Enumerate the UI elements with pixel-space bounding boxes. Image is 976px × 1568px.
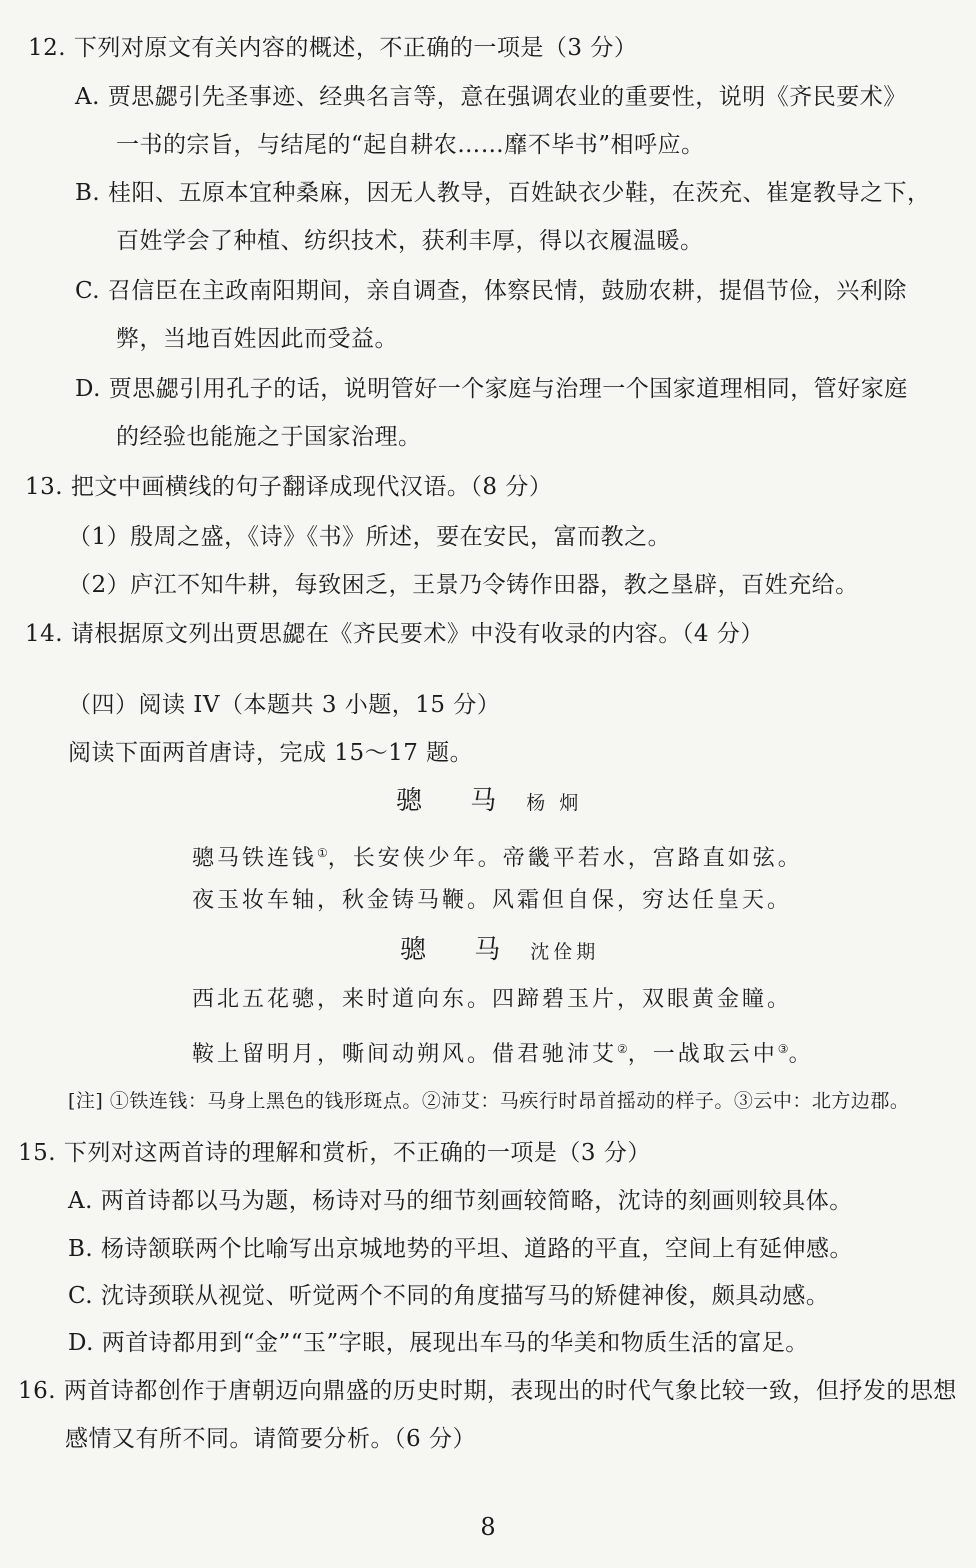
question-16-stem-line1: 16. 两首诗都创作于唐朝迈向鼎盛的历史时期，表现出的时代气象比较一致，但抒发的思想: [18, 1378, 957, 1404]
footnote-marker-2: ②: [617, 1042, 628, 1056]
question-13-sentence-1: （1）殷周之盛，《诗》《书》所述，要在安民，富而教之。: [68, 524, 672, 550]
option-15-b: B. 杨诗颔联两个比喻写出京城地势的平坦、道路的平直，空间上有延伸感。: [68, 1236, 854, 1262]
question-12-stem: 12. 下列对原文有关内容的概述，不正确的一项是（3 分）: [28, 35, 638, 61]
question-16-stem-line2: 感情又有所不同。请简要分析。（6 分）: [65, 1426, 476, 1452]
footnote-marker-3: ③: [777, 1042, 789, 1056]
poem-2-line-2-part-a: 鞍上留明月，嘶间动朔风。借君驰沛艾: [192, 1042, 618, 1067]
option-15-c: C. 沈诗颈联从视觉、听觉两个不同的角度描写马的矫健神俊，颇具动感。: [68, 1283, 830, 1309]
option-12-b-line1: B. 桂阳、五原本宜种桑麻，因无人教导，百姓缺衣少鞋，在茨充、崔寔教导之下，: [75, 180, 931, 206]
poem-2-line-2-part-c: 。: [788, 1042, 814, 1067]
question-13-stem: 13. 把文中画横线的句子翻译成现代汉语。（8 分）: [25, 474, 553, 500]
poem-1-line-1-part-a: 骢马铁连钱: [192, 846, 318, 871]
option-12-b-line2: 百姓学会了种植、纺织技术，获利丰厚，得以衣履温暖。: [116, 228, 704, 254]
question-15-stem: 15. 下列对这两首诗的理解和赏析，不正确的一项是（3 分）: [18, 1140, 651, 1166]
poem-notes: [注] ①铁连钱：马身上黑色的钱形斑点。②沛艾：马疾行时昂首摇动的样子。③云中：北方边郡。: [68, 1090, 910, 1112]
poem-1-line-1-part-b: ，长安侠少年。帝畿平若水，宫路直如弦。: [327, 846, 803, 871]
option-15-a: A. 两首诗都以马为题，杨诗对马的细节刻画较简略，沈诗的刻画则较具体。: [68, 1188, 853, 1214]
page-number: 8: [480, 1513, 496, 1541]
option-12-d-line2: 的经验也能施之于国家治理。: [116, 424, 422, 450]
section-instruction: 阅读下面两首唐诗，完成 15～17 题。: [68, 740, 474, 766]
poem-2-author: 沈佺期: [530, 941, 600, 963]
poem-1-author: 杨 炯: [526, 792, 583, 814]
option-15-d: D. 两首诗都用到“金”“玉”字眼，展现出车马的华美和物质生活的富足。: [68, 1330, 809, 1356]
option-12-a-line2: 一书的宗旨，与结尾的“起自耕农……靡不毕书”相呼应。: [116, 132, 705, 158]
footnote-marker-1: ①: [317, 846, 328, 860]
poem-2-line-2: [192, 1034, 814, 1070]
section-heading: （四）阅读 IV（本题共 3 小题，15 分）: [68, 692, 501, 718]
poem-1-line-2: 夜玉妆车轴，秋金铸马鞭。风霜但自保，穷达任皇天。: [192, 888, 793, 913]
poem-2-line-2-part-b: ，一战取云中: [627, 1042, 778, 1067]
poem-2-heading: [400, 935, 599, 967]
option-12-c-line2: 弊，当地百姓因此而受益。: [116, 326, 398, 352]
question-13-sentence-2: （2）庐江不知牛耕，每致困乏，王景乃令铸作田器，教之垦辟，百姓充给。: [68, 572, 859, 598]
option-12-a-line1: A. 贾思勰引先圣事迹、经典名言等，意在强调农业的重要性，说明《齐民要术》: [75, 84, 907, 110]
poem-2-title: 骢 马: [400, 935, 521, 965]
option-12-c-line1: C. 召信臣在主政南阳期间，亲自调查，体察民情，鼓励农耕，提倡节俭，兴利除: [75, 278, 907, 304]
poem-1-line-1: [192, 838, 803, 874]
poem-2-line-1: 西北五花骢，来时道向东。四蹄碧玉片，双眼黄金瞳。: [192, 987, 793, 1012]
poem-1-heading: [396, 786, 582, 818]
poem-1-title: 骢 马: [396, 786, 517, 816]
question-14-stem: 14. 请根据原文列出贾思勰在《齐民要术》中没有收录的内容。（4 分）: [25, 621, 764, 647]
option-12-d-line1: D. 贾思勰引用孔子的话，说明管好一个家庭与治理一个国家道理相同，管好家庭: [75, 376, 908, 402]
